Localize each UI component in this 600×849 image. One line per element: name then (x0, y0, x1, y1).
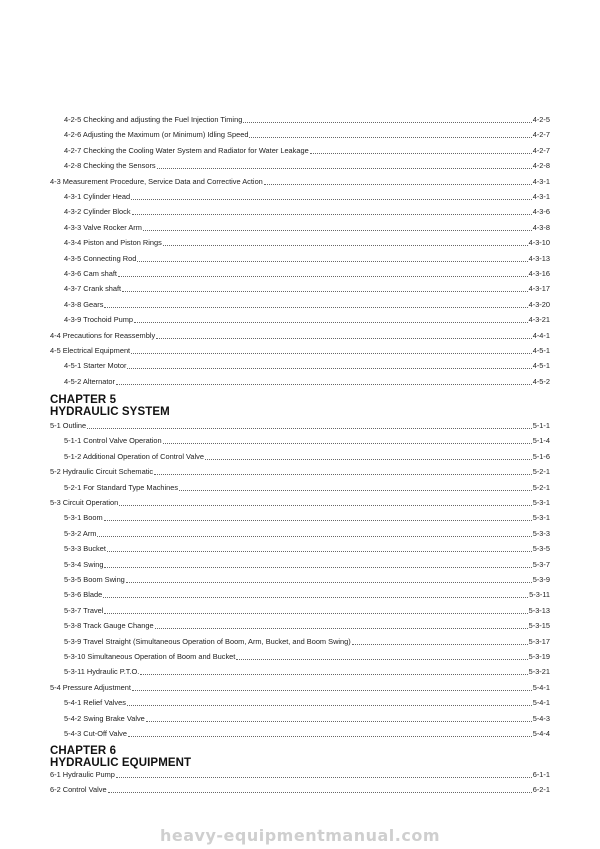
toc-entry[interactable] (0, 574, 600, 586)
dot-leader (131, 345, 532, 354)
toc-entry-title: 5-4-1 Relief Valves (64, 698, 126, 708)
dot-leader (119, 497, 532, 506)
toc-entry[interactable] (0, 512, 600, 524)
toc-entry-title: 4-3-4 Piston and Piston Rings (64, 238, 162, 248)
toc-entry-page: 4-3-21 (528, 315, 550, 325)
toc-entry-page: 4-3-1 (532, 176, 550, 186)
toc-entry-page: 5-4-3 (532, 713, 550, 723)
toc-entry[interactable] (0, 299, 600, 311)
toc-entry-title: 4-3-7 Crank shaft (64, 284, 122, 294)
toc-entry-title: 4-3-3 Valve Rocker Arm (64, 222, 142, 232)
dot-leader (104, 299, 527, 308)
toc-entry-title: 5-4-3 Cut-Off Valve (64, 729, 127, 738)
dot-leader (127, 697, 532, 706)
dot-leader (205, 451, 532, 460)
toc-entry-page: 4-2-7 (532, 130, 550, 140)
toc-entry-page: 4-2-5 (532, 115, 550, 124)
toc-entry-title: 4-2-6 Adjusting the Maximum (or Minimum) Idling Speed (64, 130, 249, 140)
toc-entry-page: 4-3-10 (528, 238, 550, 248)
dot-leader (116, 376, 532, 385)
toc-entry-title: 5-3-6 Blade (64, 590, 103, 600)
toc-entry-title: 5-3-8 Track Gauge Change (64, 621, 154, 631)
toc-entry-page: 5-3-17 (528, 636, 550, 646)
toc-entry[interactable] (0, 682, 600, 694)
chapter-5-title: HYDRAULIC SYSTEM (50, 406, 170, 418)
toc-entry-title: 5-3-5 Boom Swing (64, 575, 125, 584)
dot-leader (97, 528, 531, 537)
toc-entry[interactable] (0, 129, 600, 141)
toc-entry-title: 5-3 Circuit Operation (50, 498, 119, 507)
dot-leader (140, 666, 527, 675)
toc-entry-page: 5-1-6 (532, 451, 550, 461)
dot-leader (134, 314, 528, 323)
toc-entry[interactable] (0, 114, 600, 126)
toc-entry[interactable] (0, 360, 600, 372)
toc-entry[interactable] (0, 784, 600, 796)
toc-entry-page: 5-1-4 (532, 436, 550, 446)
dot-leader (104, 559, 531, 568)
toc-entry-page: 5-1-1 (532, 421, 550, 430)
toc-entry-page: 5-3-1 (532, 513, 550, 523)
dot-leader (264, 176, 532, 185)
toc-entry[interactable] (0, 697, 600, 709)
dot-leader (310, 145, 532, 154)
toc-entry[interactable] (0, 528, 600, 540)
toc-entry-title: 4-3-5 Connecting Rod (64, 253, 137, 263)
toc-entry-page: 4-3-1 (532, 192, 550, 201)
toc-entry-title: 5-4-2 Swing Brake Valve (64, 713, 145, 723)
toc-entry-page: 5-3-21 (528, 667, 550, 677)
dot-leader (128, 728, 532, 737)
toc-entry-title: 4-3 Measurement Procedure, Service Data and Corrective Action (50, 176, 263, 186)
toc-entry-title: 4-3-1 Cylinder Head (64, 192, 131, 201)
toc-entry-page: 5-3-9 (532, 575, 550, 584)
toc-entry-title: 6-2 Control Valve (50, 785, 107, 795)
toc-entry-title: 5-3-3 Bucket (64, 544, 106, 554)
dot-leader (156, 330, 532, 339)
chapter-6-label: CHAPTER 6 (50, 745, 117, 757)
dot-leader (146, 713, 532, 722)
dot-leader (132, 682, 532, 691)
toc-entry[interactable] (0, 651, 600, 663)
toc-entry-page: 4-5-1 (532, 346, 550, 355)
toc-entry-title: 5-1 Outline (50, 421, 87, 430)
dot-leader (157, 160, 532, 169)
dot-leader (104, 512, 532, 521)
dot-leader (122, 283, 528, 292)
toc-entry-title: 4-3-9 Trochoid Pump (64, 315, 134, 325)
toc-entry-page: 5-3-5 (532, 544, 550, 554)
toc-entry-page: 4-3-8 (532, 222, 550, 232)
dot-leader (116, 769, 532, 778)
dot-leader (132, 206, 532, 215)
dot-leader (131, 191, 532, 200)
toc-entry[interactable] (0, 666, 600, 678)
dot-leader (154, 466, 532, 475)
toc-entry-title: 4-4 Precautions for Reassembly (50, 330, 156, 340)
toc-entry[interactable] (0, 253, 600, 265)
toc-entry[interactable] (0, 435, 600, 447)
dot-leader (104, 605, 527, 614)
toc-entry[interactable] (0, 268, 600, 280)
toc-entry-page: 4-3-20 (528, 299, 550, 309)
toc-entry[interactable] (0, 283, 600, 295)
toc-entry-title: 5-2 Hydraulic Circuit Schematic (50, 467, 154, 477)
toc-entry-title: 5-3-11 Hydraulic P.T.O. (64, 667, 140, 677)
toc-entry[interactable] (0, 728, 600, 740)
dot-leader (103, 589, 528, 598)
watermark: heavy-equipmentmanual.com (160, 826, 440, 845)
dot-leader (118, 268, 528, 277)
toc-entry-title: 4-3-6 Cam shaft (64, 269, 117, 278)
toc-entry[interactable] (0, 420, 600, 432)
toc-entry-title: 4-3-2 Cylinder Block (64, 207, 131, 217)
dot-leader (137, 253, 527, 262)
toc-entry-page: 4-3-16 (528, 269, 550, 278)
toc-entry-title: 5-2-1 For Standard Type Machines (64, 482, 179, 492)
toc-entry-title: 5-3-9 Travel Straight (Simultaneous Operation of Boom, Arm, Bucket, and Boom Swing) (64, 636, 351, 646)
toc-entry[interactable] (0, 176, 600, 188)
toc-entry[interactable] (0, 769, 600, 781)
toc-entry[interactable] (0, 345, 600, 357)
toc-entry[interactable] (0, 636, 600, 648)
toc-entry[interactable] (0, 237, 600, 249)
toc-entry-page: 5-4-1 (532, 682, 550, 692)
toc-entry-title: 6-1 Hydraulic Pump (50, 770, 115, 779)
toc-entry-page: 4-2-8 (532, 161, 550, 171)
chapter-6-title: HYDRAULIC EQUIPMENT (50, 757, 192, 769)
toc-entry[interactable] (0, 314, 600, 326)
toc-entry[interactable] (0, 620, 600, 632)
dot-leader (143, 222, 532, 231)
toc-entry-page: 5-4-4 (532, 729, 550, 738)
dot-leader (236, 651, 527, 660)
toc-entry-page: 4-5-1 (532, 361, 550, 371)
toc-entry-title: 4-5-1 Starter Motor (64, 361, 127, 371)
toc-entry-page: 5-3-1 (532, 498, 550, 507)
toc-entry-page: 5-3-13 (528, 605, 550, 615)
toc-entry-title: 5-3-2 Arm (64, 528, 97, 538)
toc-entry[interactable] (0, 376, 600, 388)
toc-entry[interactable] (0, 482, 600, 494)
toc-entry[interactable] (0, 497, 600, 509)
dot-leader (352, 636, 528, 645)
toc-entry[interactable] (0, 191, 600, 203)
toc-entry[interactable] (0, 206, 600, 218)
dot-leader (243, 114, 531, 123)
dot-leader (108, 784, 532, 793)
toc-entry[interactable] (0, 451, 600, 463)
toc-entry-page: 5-2-1 (532, 467, 550, 477)
toc-entry[interactable] (0, 330, 600, 342)
toc-entry[interactable] (0, 589, 600, 601)
toc-entry-page: 6-2-1 (532, 785, 550, 795)
toc-entry-page: 5-2-1 (532, 482, 550, 492)
toc-entry-title: 4-2-5 Checking and adjusting the Fuel Injection Timing (64, 115, 243, 124)
toc-entry-page: 4-4-1 (532, 330, 550, 340)
toc-entry-page: 4-3-13 (528, 253, 550, 263)
toc-entry-page: 5-3-15 (528, 621, 550, 631)
dot-leader (107, 543, 532, 552)
toc-entry-title: 5-3-7 Travel (64, 605, 104, 615)
toc-entry-title: 5-4 Pressure Adjustment (50, 682, 131, 692)
toc-entry[interactable] (0, 605, 600, 617)
dot-leader (163, 435, 532, 444)
toc-entry-title: 4-5-2 Alternator (64, 376, 115, 386)
toc-entry[interactable] (0, 559, 600, 571)
dot-leader (249, 129, 531, 138)
toc-entry[interactable] (0, 160, 600, 172)
toc-entry-title: 4-2-7 Checking the Cooling Water System and Radiator for Water Leakage (64, 145, 309, 155)
toc-entry[interactable] (0, 543, 600, 555)
chapter-5-label: CHAPTER 5 (50, 394, 117, 406)
toc-entry-page: 6-1-1 (532, 770, 550, 779)
toc-entry-page: 5-3-7 (532, 559, 550, 569)
toc-entry[interactable] (0, 145, 600, 157)
toc-entry-page: 4-3-6 (532, 207, 550, 217)
dot-leader (87, 420, 532, 429)
toc-entry-page: 5-4-1 (532, 698, 550, 708)
toc-entry-title: 5-1-2 Additional Operation of Control Valve (64, 451, 204, 461)
toc-entry-title: 5-3-10 Simultaneous Operation of Boom and Bucket (64, 652, 236, 661)
toc-entry-title: 5-1-1 Control Valve Operation (64, 436, 162, 446)
dot-leader (126, 574, 532, 583)
dot-leader (179, 482, 532, 491)
toc-entry-page: 4-2-7 (532, 145, 550, 155)
toc-entry[interactable] (0, 466, 600, 478)
toc-entry-page: 5-3-3 (532, 528, 550, 538)
toc-entry-page: 4-3-17 (528, 284, 550, 294)
toc-entry-title: 5-3-1 Boom (64, 513, 103, 523)
toc-entry-title: 5-3-4 Swing (64, 559, 104, 569)
toc-entry-title: 4-5 Electrical Equipment (50, 346, 131, 355)
toc-entry-title: 4-2-8 Checking the Sensors (64, 161, 156, 171)
toc-entry[interactable] (0, 222, 600, 234)
toc-entry-title: 4-3-8 Gears (64, 299, 104, 309)
dot-leader (127, 360, 531, 369)
toc-entry[interactable] (0, 713, 600, 725)
toc-entry-page: 5-3-11 (529, 590, 550, 600)
dot-leader (163, 237, 528, 246)
dot-leader (155, 620, 528, 629)
toc-entry-page: 5-3-19 (528, 652, 550, 661)
toc-entry-page: 4-5-2 (532, 376, 550, 386)
